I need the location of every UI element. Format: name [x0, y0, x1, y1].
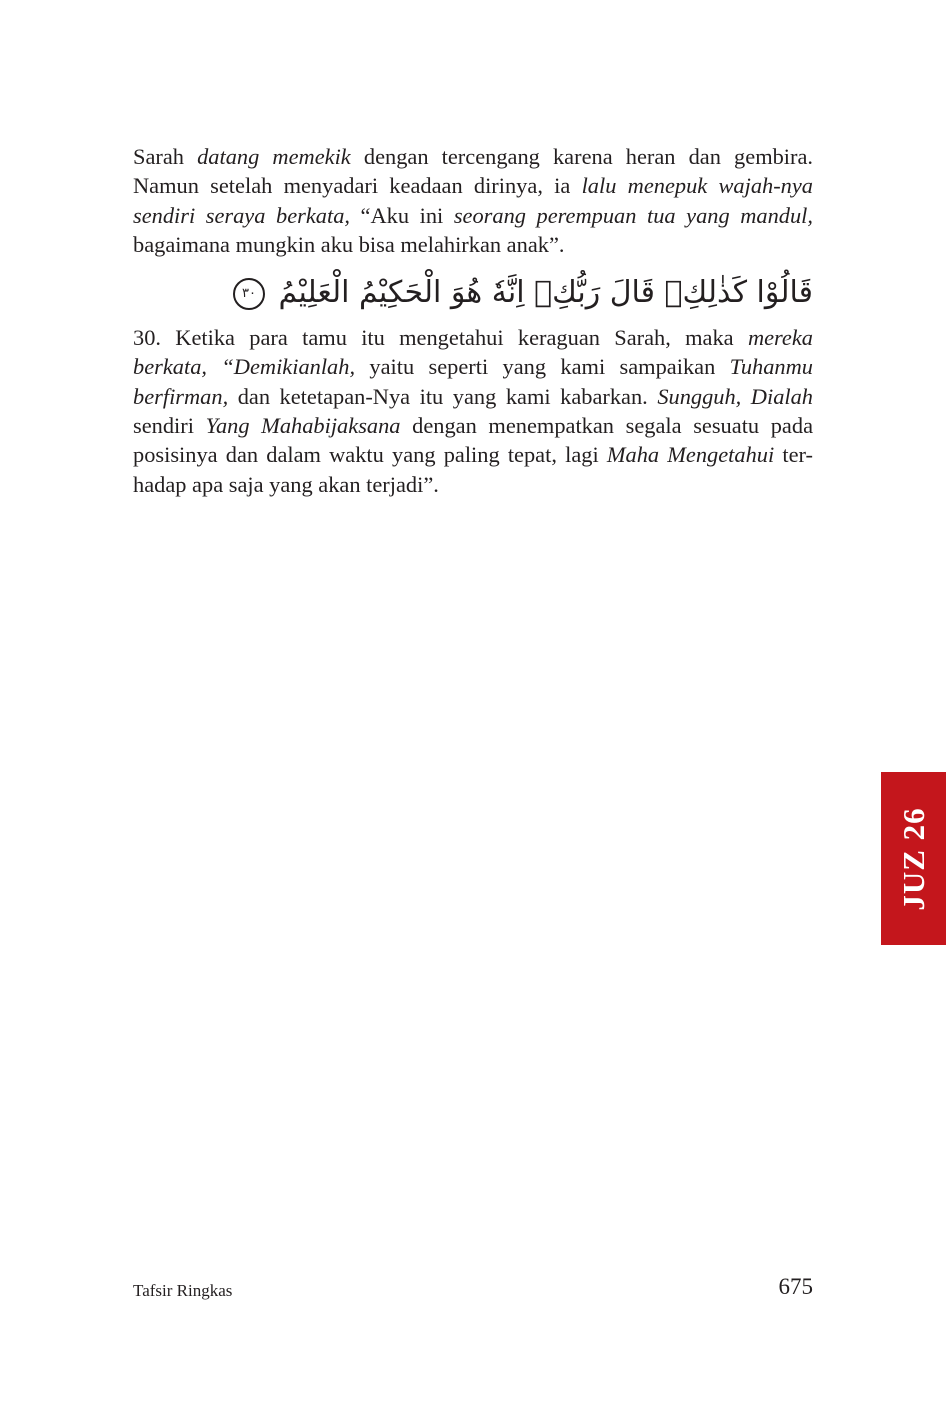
ayah-number-marker: ٣٠	[233, 278, 265, 310]
page-content	[133, 142, 813, 499]
paragraph-sarah: Sarah datang memekik dengan tercengang karena heran dan gembira. Namun setelah menyadari keadaan dirinya, ia lalu menepuk wajah-nya sendiri seraya berkata, “Aku ini seorang perempuan tua yang mandul, bagaimana mungkin aku bisa melahirkan anak”.	[133, 144, 814, 257]
juz-side-tab	[881, 772, 946, 945]
quran-verse	[133, 273, 813, 313]
footer-page-number: 675	[778, 1274, 813, 1299]
paragraph-translation-30: 30. Ketika para tamu itu mengetahui keraguan Sarah, maka mereka berkata, “Demikianlah, yaitu seperti yang kami sampaikan Tuhanmu berfirman, dan ketetapan-Nya itu yang kami kabarkan. Sungguh, Dialah sendiri Yang Mahabijaksana dengan menempatkan segala sesuatu pada posisinya dan dalam waktu yang paling tepat, lagi Maha Mengetahui ter-hadap apa saja yang akan terjadi”.	[133, 325, 814, 497]
verse-text: قَالُوْا كَذٰلِكِۙ قَالَ رَبُّكِۗ اِنَّهٗ هُوَ الْحَكِيْمُ الْعَلِيْمُ	[278, 275, 813, 311]
juz-label: JUZ 26	[895, 806, 931, 911]
footer-book-title: Tafsir Ringkas	[133, 1281, 233, 1300]
